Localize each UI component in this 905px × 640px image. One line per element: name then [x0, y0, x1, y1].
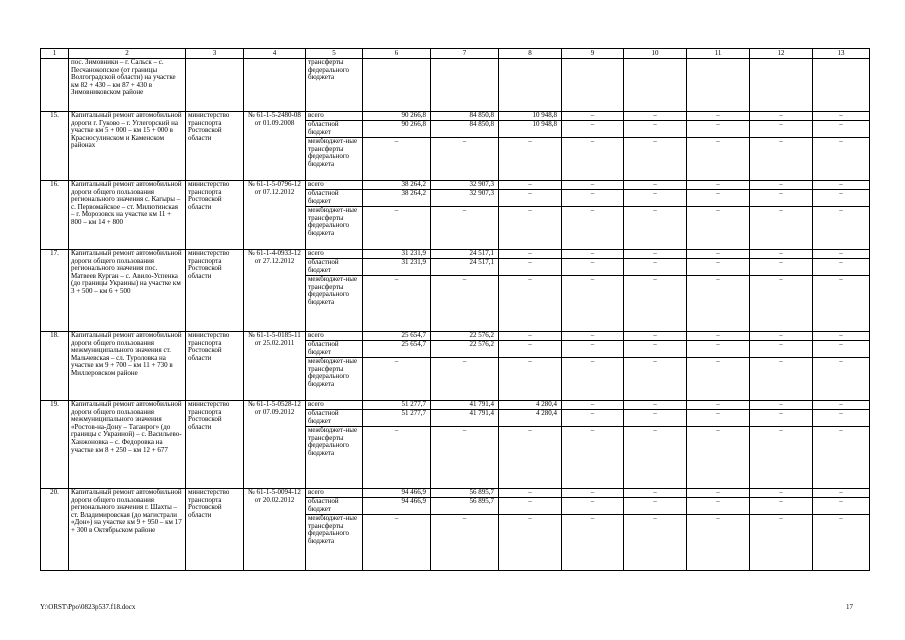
customer-cell: министерство транспорта Ростовской области [186, 250, 244, 332]
col-header: 4 [244, 49, 306, 59]
value-cell: – [499, 427, 562, 489]
document-table-wrapper [40, 48, 861, 571]
value-cell: – [431, 138, 499, 181]
contract-cell: № 61-1-5-0796-12 от 07.12.2012 [244, 181, 306, 250]
value-cell: 41 791,4 [431, 401, 499, 410]
value-cell: – [624, 181, 687, 190]
object-name-cell: Капитальный ремонт автомобильной дороги общего пользования межмуниципального значения ст. Мальчевская – сл. Туроловка на участке км 9 + 700 – км 11 + 730 в Миллеровском районе [69, 332, 186, 401]
funding-source-cell: всего [306, 112, 363, 121]
value-cell: – [431, 207, 499, 250]
col-header: 7 [431, 49, 499, 59]
col-header: 9 [562, 49, 624, 59]
value-cell: – [363, 358, 431, 401]
value-cell: – [750, 276, 813, 332]
row-number-cell: 16. [41, 181, 69, 250]
value-cell: – [750, 181, 813, 190]
value-cell: – [363, 276, 431, 332]
value-cell: – [624, 190, 687, 207]
value-cell: – [431, 276, 499, 332]
col-header: 5 [306, 49, 363, 59]
value-cell: – [363, 138, 431, 181]
value-cell: – [687, 489, 750, 498]
value-cell: – [687, 207, 750, 250]
value-cell: – [624, 427, 687, 489]
value-cell: – [687, 259, 750, 276]
funding-source-cell: всего [306, 489, 363, 498]
value-cell: – [431, 427, 499, 489]
customer-cell: министерство транспорта Ростовской области [186, 112, 244, 181]
funding-source-cell: областной бюджет [306, 121, 363, 138]
value-cell: – [813, 401, 870, 410]
value-cell: – [750, 259, 813, 276]
customer-cell: министерство транспорта Ростовской области [186, 181, 244, 250]
value-cell: – [499, 489, 562, 498]
value-cell: – [624, 121, 687, 138]
value-cell: – [624, 112, 687, 121]
object-name-cell: Капитальный ремонт автомобильной дороги г. Гуково – г. Углегорский на участке км 5 + 000 – км 15 + 000 в Красносулинском и Каменском районах [69, 112, 186, 181]
value-cell: 94 466,9 [363, 498, 431, 515]
value-cell: – [624, 138, 687, 181]
table-row [41, 112, 870, 121]
value-cell: – [624, 332, 687, 341]
col-header: 11 [687, 49, 750, 59]
value-cell: 56 895,7 [431, 489, 499, 498]
value-cell: – [562, 138, 624, 181]
value-cell: – [624, 207, 687, 250]
value-cell: – [813, 190, 870, 207]
value-cell: – [624, 276, 687, 332]
value-cell: 51 277,7 [363, 410, 431, 427]
value-cell: 10 948,8 [499, 112, 562, 121]
value-cell: – [687, 332, 750, 341]
col-header: 3 [186, 49, 244, 59]
value-cell: – [624, 341, 687, 358]
value-cell: – [813, 332, 870, 341]
value-cell: – [562, 498, 624, 515]
value-cell: – [624, 515, 687, 571]
value-cell: – [562, 515, 624, 571]
value-cell: 24 517,1 [431, 259, 499, 276]
value-cell: – [624, 358, 687, 401]
value-cell: – [687, 515, 750, 571]
funding-source-cell: всего [306, 181, 363, 190]
value-cell: – [750, 190, 813, 207]
value-cell: – [750, 515, 813, 571]
value-cell: – [562, 207, 624, 250]
value-cell: – [562, 259, 624, 276]
customer-cell: министерство транспорта Ростовской области [186, 401, 244, 489]
col-header: 2 [69, 49, 186, 59]
table-cell [41, 59, 69, 112]
value-cell: 38 264,2 [363, 190, 431, 207]
value-cell: – [363, 427, 431, 489]
value-cell: – [562, 332, 624, 341]
value-cell: – [562, 121, 624, 138]
row-number-cell: 15. [41, 112, 69, 181]
value-cell: – [813, 489, 870, 498]
table-cell [624, 59, 687, 112]
row-number-cell: 18. [41, 332, 69, 401]
value-cell: – [499, 332, 562, 341]
contract-cell: № 61-1-5-2480-08 от 01.09.2008 [244, 112, 306, 181]
funding-source-cell: межбюджет-ные трансферты федерального бюджета [306, 427, 363, 489]
table-cell [431, 59, 499, 112]
value-cell: – [499, 138, 562, 181]
col-header: 8 [499, 49, 562, 59]
value-cell: 32 907,3 [431, 181, 499, 190]
object-name-cell: Капитальный ремонт автомобильной дороги общего пользования регионального значения г. Шахты – ст. Владимировская (до магистрали «Дон») на участке км 9 + 950 – км 17 + 300 в Октябрьском районе [69, 489, 186, 571]
value-cell: – [687, 112, 750, 121]
table-cell [687, 59, 750, 112]
value-cell: – [499, 341, 562, 358]
value-cell: – [562, 358, 624, 401]
value-cell: – [562, 190, 624, 207]
table-cell [562, 59, 624, 112]
value-cell: – [687, 410, 750, 427]
value-cell: – [750, 207, 813, 250]
value-cell: – [750, 341, 813, 358]
value-cell: 24 517,1 [431, 250, 499, 259]
value-cell: – [687, 121, 750, 138]
value-cell: – [562, 276, 624, 332]
object-name-cell: Капитальный ремонт автомобильной дороги общего пользования регионального значения с. Кагыры – с. Первомайское – ст. Милютинская – г. Морозовск на участке км 11 + 800 – км 14 + 800 [69, 181, 186, 250]
value-cell: – [562, 250, 624, 259]
funding-source-cell: всего [306, 401, 363, 410]
value-cell: – [499, 276, 562, 332]
value-cell: – [431, 358, 499, 401]
value-cell: – [499, 498, 562, 515]
table-cell [499, 59, 562, 112]
value-cell: – [750, 121, 813, 138]
value-cell: – [813, 181, 870, 190]
value-cell: – [499, 190, 562, 207]
value-cell: 10 948,8 [499, 121, 562, 138]
contract-cell: № 61-1-5-0094-12 от 20.02.2012 [244, 489, 306, 571]
value-cell: – [624, 498, 687, 515]
value-cell: – [750, 498, 813, 515]
table-row [41, 332, 870, 341]
value-cell: – [624, 250, 687, 259]
value-cell: – [562, 427, 624, 489]
value-cell: – [813, 498, 870, 515]
continuation-row [41, 59, 870, 112]
table-cell [186, 59, 244, 112]
value-cell: – [624, 410, 687, 427]
table-row [41, 181, 870, 190]
col-header: 6 [363, 49, 431, 59]
value-cell: 38 264,2 [363, 181, 431, 190]
value-cell: 31 231,9 [363, 250, 431, 259]
value-cell: 94 466,9 [363, 489, 431, 498]
object-name-cell: пос. Зимовники – г. Сальск – с. Песчанокопское (от границы Волгоградской области) на участке км 82 + 430 – км 87 + 430 в Зимовниковском районе [69, 59, 186, 112]
value-cell: – [624, 401, 687, 410]
row-number-cell: 20. [41, 489, 69, 571]
table-cell [750, 59, 813, 112]
funding-source-cell: областной бюджет [306, 341, 363, 358]
value-cell: – [813, 121, 870, 138]
file-path-footer: Y:\ORST\Ppo\0823p537.f18.docx [40, 603, 136, 611]
funding-source-cell: всего [306, 332, 363, 341]
value-cell: – [562, 401, 624, 410]
value-cell: 22 576,2 [431, 332, 499, 341]
value-cell: – [499, 515, 562, 571]
value-cell: – [562, 181, 624, 190]
value-cell: – [499, 181, 562, 190]
value-cell: – [813, 276, 870, 332]
contract-cell: № 61-1-5-0185-11 от 25.02.2011 [244, 332, 306, 401]
table-row [41, 401, 870, 410]
value-cell: – [750, 112, 813, 121]
value-cell: – [687, 276, 750, 332]
value-cell: – [813, 358, 870, 401]
value-cell: – [813, 259, 870, 276]
value-cell: – [750, 489, 813, 498]
col-header: 10 [624, 49, 687, 59]
value-cell: 51 277,7 [363, 401, 431, 410]
value-cell: 32 907,3 [431, 190, 499, 207]
value-cell: – [750, 358, 813, 401]
value-cell: – [499, 207, 562, 250]
value-cell: 4 280,4 [499, 401, 562, 410]
value-cell: 84 850,8 [431, 112, 499, 121]
contract-cell: № 61-1-5-0528-12 от 07.09.2012 [244, 401, 306, 489]
value-cell: – [687, 358, 750, 401]
value-cell: – [687, 181, 750, 190]
value-cell: – [750, 250, 813, 259]
value-cell: – [562, 341, 624, 358]
value-cell: – [813, 515, 870, 571]
value-cell: – [750, 410, 813, 427]
customer-cell: министерство транспорта Ростовской области [186, 489, 244, 571]
column-number-row [41, 49, 870, 59]
value-cell: – [687, 401, 750, 410]
table-cell [363, 59, 431, 112]
value-cell: – [624, 259, 687, 276]
row-number-cell: 19. [41, 401, 69, 489]
value-cell: 25 654,7 [363, 332, 431, 341]
value-cell: – [813, 207, 870, 250]
value-cell: – [363, 207, 431, 250]
page-number: 17 [846, 603, 853, 611]
table-row [41, 489, 870, 498]
value-cell: 56 895,7 [431, 498, 499, 515]
value-cell: – [431, 515, 499, 571]
value-cell: – [624, 489, 687, 498]
col-header: 12 [750, 49, 813, 59]
value-cell: – [562, 112, 624, 121]
value-cell: – [687, 138, 750, 181]
value-cell: – [813, 427, 870, 489]
value-cell: – [687, 498, 750, 515]
value-cell: – [363, 515, 431, 571]
value-cell: – [750, 332, 813, 341]
value-cell: 90 266,8 [363, 121, 431, 138]
object-name-cell: Капитальный ремонт автомобильной дороги общего пользования межмуниципального значения «Ростов-на-Дону – Таганрог» (до границы с Украиной) – с. Васильево-Ханжоновка – с. Федоровка на участке км 8 + 250 – км 12 + 677 [69, 401, 186, 489]
funding-source-cell: областной бюджет [306, 190, 363, 207]
value-cell: – [813, 138, 870, 181]
value-cell: 84 850,8 [431, 121, 499, 138]
funding-source-cell: трансферты федерального бюджета [306, 59, 363, 112]
value-cell: 90 266,8 [363, 112, 431, 121]
value-cell: 25 654,7 [363, 341, 431, 358]
value-cell: – [750, 427, 813, 489]
funding-source-cell: межбюджет-ные трансферты федерального бюджета [306, 138, 363, 181]
value-cell: – [687, 250, 750, 259]
contract-cell: № 61-1-4-0933-12 от 27.12.2012 [244, 250, 306, 332]
value-cell: – [687, 341, 750, 358]
value-cell: – [687, 427, 750, 489]
value-cell: – [813, 410, 870, 427]
funding-source-cell: областной бюджет [306, 498, 363, 515]
value-cell: 31 231,9 [363, 259, 431, 276]
value-cell: – [562, 410, 624, 427]
value-cell: – [562, 489, 624, 498]
value-cell: – [687, 190, 750, 207]
value-cell: 4 280,4 [499, 410, 562, 427]
funding-source-cell: межбюджет-ные трансферты федерального бюджета [306, 276, 363, 332]
value-cell: – [499, 358, 562, 401]
funding-source-cell: областной бюджет [306, 259, 363, 276]
table-cell [813, 59, 870, 112]
funding-source-cell: межбюджет-ные трансферты федерального бюджета [306, 358, 363, 401]
value-cell: – [499, 250, 562, 259]
row-number-cell: 17. [41, 250, 69, 332]
value-cell: – [750, 138, 813, 181]
value-cell: – [750, 401, 813, 410]
value-cell: – [813, 112, 870, 121]
funding-source-cell: областной бюджет [306, 410, 363, 427]
value-cell: 22 576,2 [431, 341, 499, 358]
col-header: 1 [41, 49, 69, 59]
col-header: 13 [813, 49, 870, 59]
value-cell: – [499, 259, 562, 276]
funding-source-cell: всего [306, 250, 363, 259]
funding-source-cell: межбюджет-ные трансферты федерального бюджета [306, 515, 363, 571]
customer-cell: министерство транспорта Ростовской области [186, 332, 244, 401]
financing-table [40, 48, 870, 571]
funding-source-cell: межбюджет-ные трансферты федерального бюджета [306, 207, 363, 250]
value-cell: – [813, 341, 870, 358]
value-cell: 41 791,4 [431, 410, 499, 427]
table-cell [244, 59, 306, 112]
table-row [41, 250, 870, 259]
value-cell: – [813, 250, 870, 259]
object-name-cell: Капитальный ремонт автомобильной дороги общего пользования регионального значения пос. Матвеев Курган – с. Авило-Успенка (до границы Украины) на участке км 3 + 500 – км 6 + 500 [69, 250, 186, 332]
